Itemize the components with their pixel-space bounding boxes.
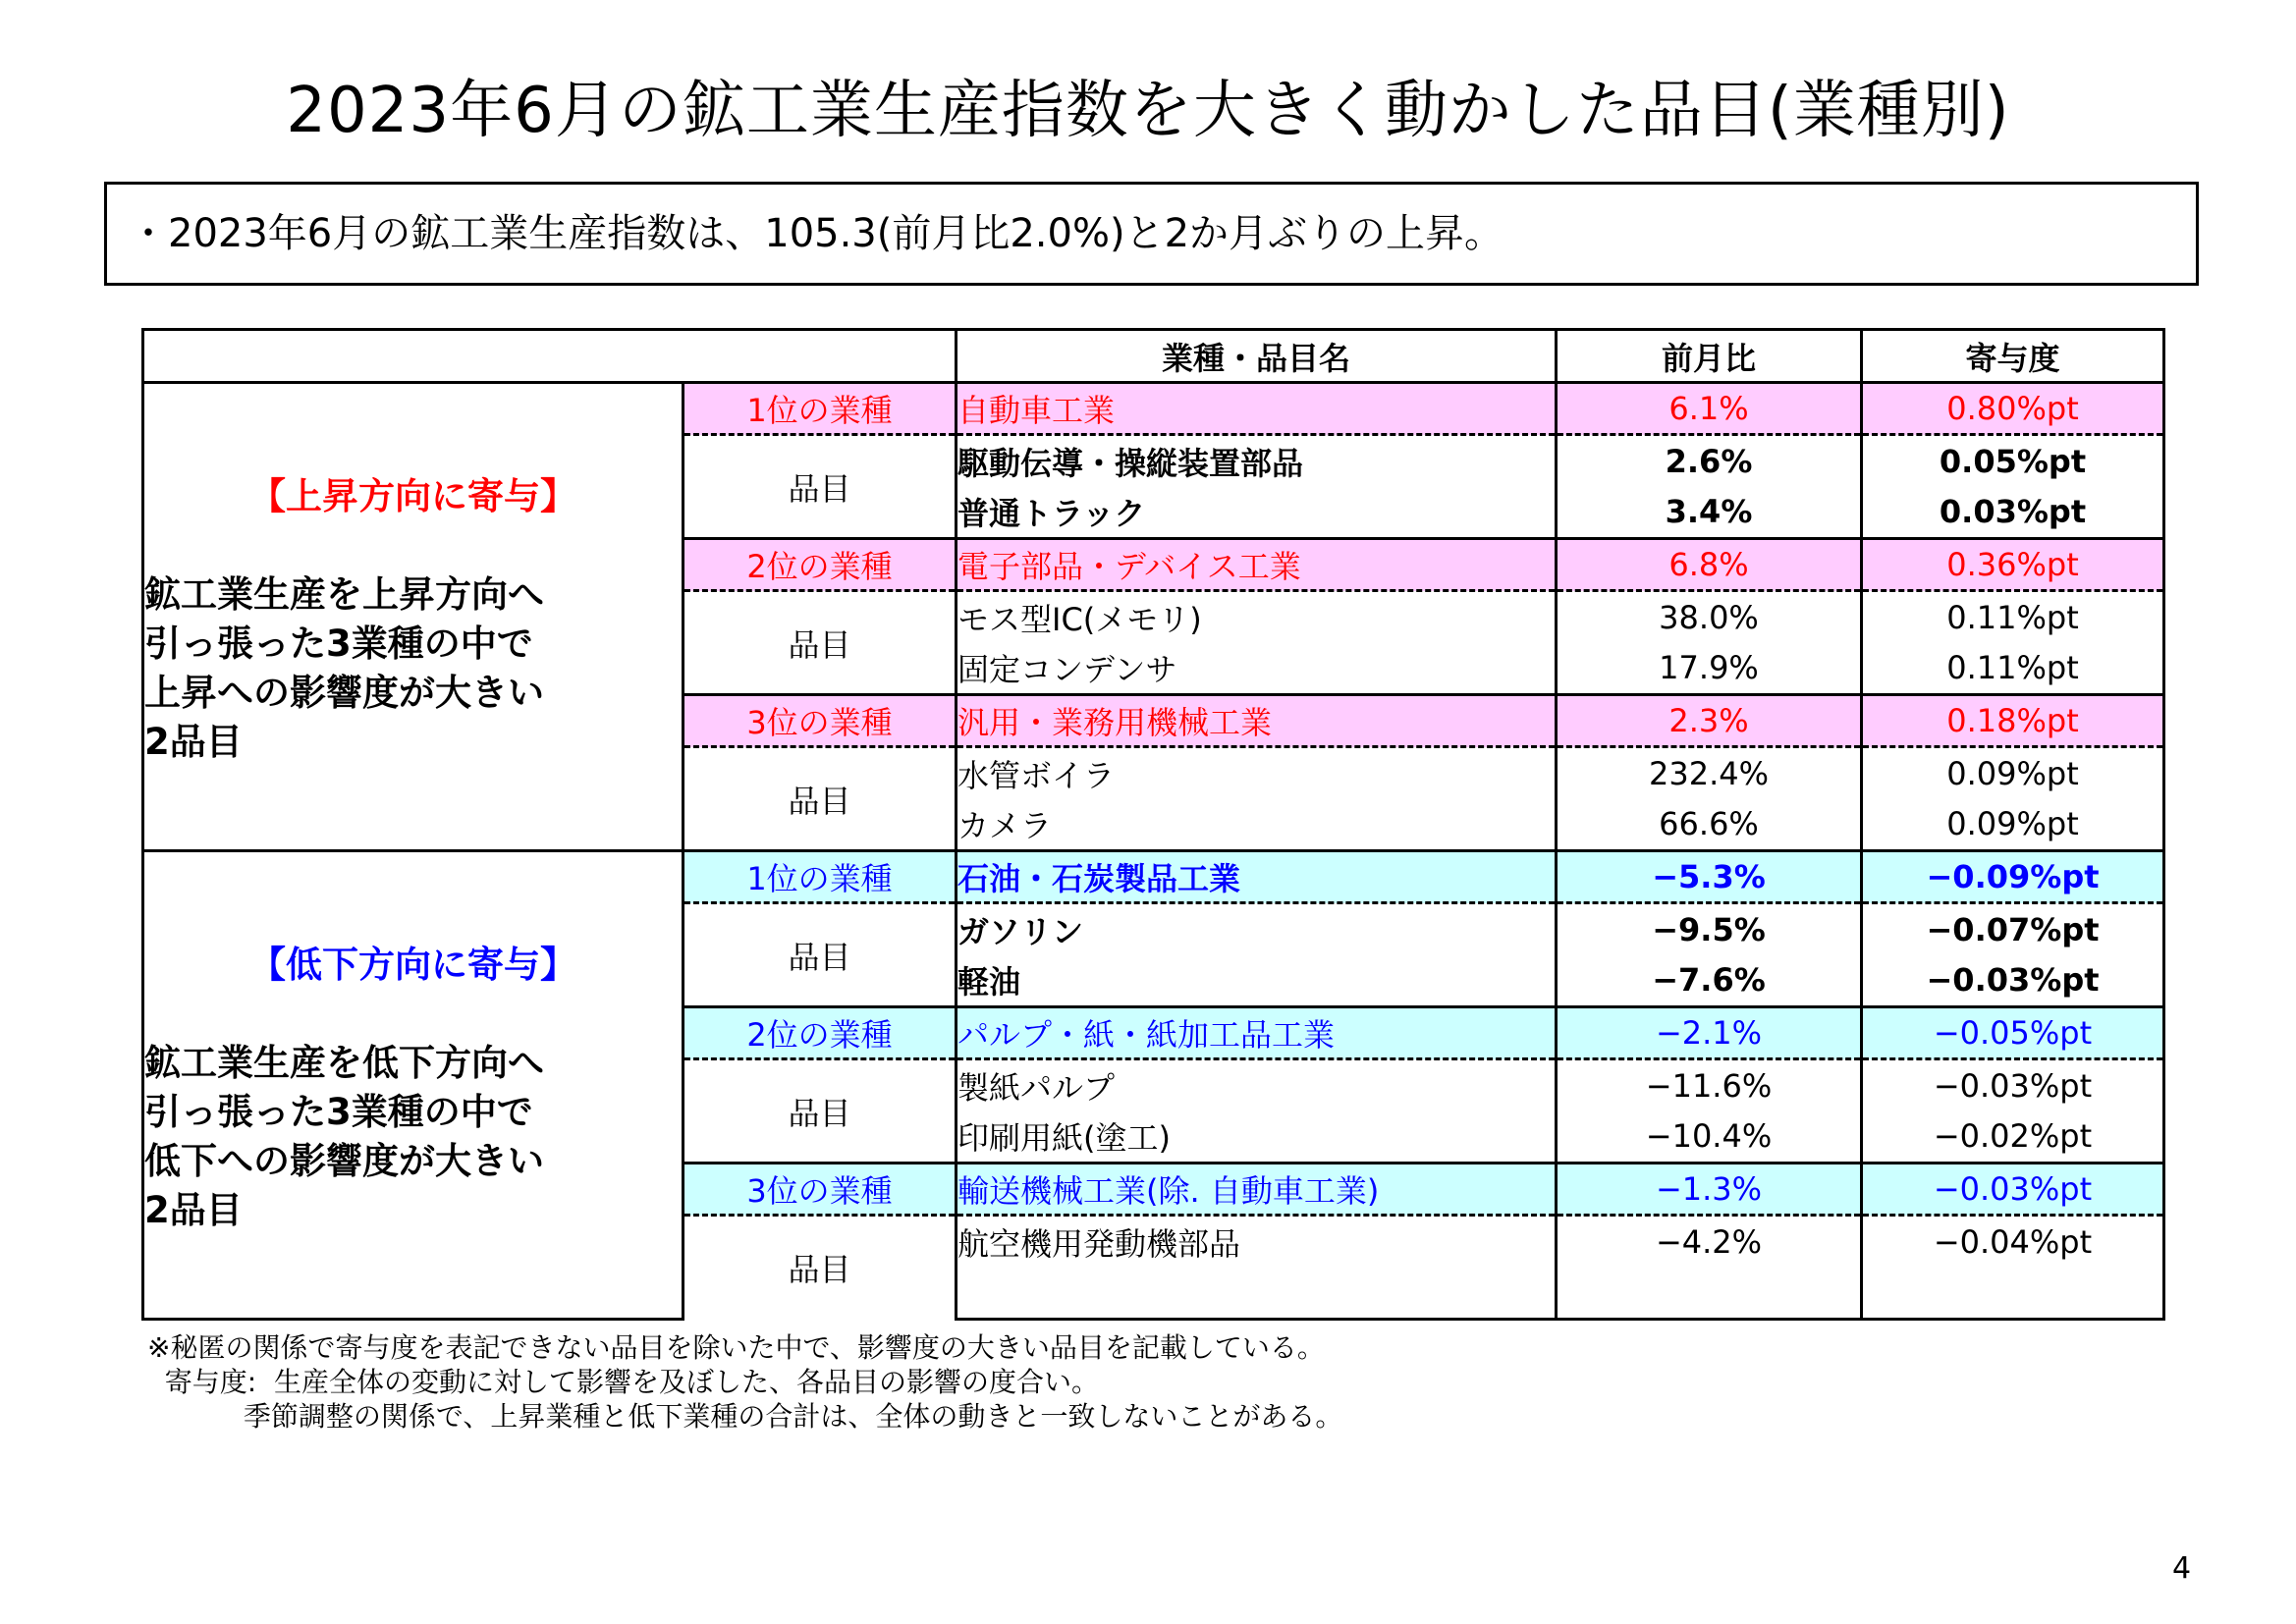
item-contribution: 0.11%pt: [1862, 643, 2164, 695]
item-label: 品目: [683, 1059, 957, 1164]
item-contribution: −0.03%pt: [1862, 1059, 2164, 1111]
item-contribution: −0.02%pt: [1862, 1111, 2164, 1164]
item-contribution: [1862, 1268, 2164, 1320]
industry-name: 汎用・業務用機械工業: [957, 695, 1557, 747]
item-contribution: 0.09%pt: [1862, 799, 2164, 851]
header-name: 業種・品目名: [957, 330, 1557, 383]
footnote: 寄与度: 生産全体の変動に対して影響を及ぼした、各品目の影響の度合い。: [147, 1366, 1100, 1398]
industry-name: パルプ・紙・紙加工品工業: [957, 1007, 1557, 1059]
item-name: 駆動伝導・操縦装置部品: [957, 435, 1557, 487]
item-mom: −9.5%: [1557, 903, 1862, 955]
footnote: ※秘匿の関係で寄与度を表記できない品目を除いた中で、影響度の大きい品目を記載している。: [147, 1331, 1325, 1364]
table-row: [143, 851, 2164, 903]
table-header-row: [143, 330, 2164, 383]
page-number: 4: [2172, 1551, 2192, 1586]
industry-mom: 6.1%: [1557, 383, 1862, 435]
industry-rank: 3位の業種: [683, 695, 957, 747]
header-blank: [143, 330, 957, 383]
item-label: 品目: [683, 903, 957, 1007]
item-name: 航空機用発動機部品: [957, 1216, 1557, 1268]
contribution-table: [141, 328, 2165, 1321]
item-label: 品目: [683, 591, 957, 695]
industry-rank: 3位の業種: [683, 1164, 957, 1216]
footnotes: [147, 1330, 1342, 1434]
item-name: [957, 1268, 1557, 1320]
item-name: 固定コンデンサ: [957, 643, 1557, 695]
item-name: 製紙パルプ: [957, 1059, 1557, 1111]
header-contribution: 寄与度: [1862, 330, 2164, 383]
industry-rank: 2位の業種: [683, 1007, 957, 1059]
item-mom: −4.2%: [1557, 1216, 1862, 1268]
industry-rank: 2位の業種: [683, 539, 957, 591]
industry-contribution: 0.80%pt: [1862, 383, 2164, 435]
industry-rank: 1位の業種: [683, 383, 957, 435]
industry-contribution: 0.18%pt: [1862, 695, 2164, 747]
item-label: 品目: [683, 747, 957, 851]
industry-name: 電子部品・デバイス工業: [957, 539, 1557, 591]
industry-mom: −2.1%: [1557, 1007, 1862, 1059]
item-contribution: −0.04%pt: [1862, 1216, 2164, 1268]
industry-mom: −1.3%: [1557, 1164, 1862, 1216]
item-name: 印刷用紙(塗工): [957, 1111, 1557, 1164]
item-mom: [1557, 1268, 1862, 1320]
industry-contribution: 0.36%pt: [1862, 539, 2164, 591]
industry-mom: −5.3%: [1557, 851, 1862, 903]
summary-box: ・2023年6月の鉱工業生産指数は、105.3(前月比2.0%)と2か月ぶりの上昇。: [104, 182, 2199, 286]
item-mom: 17.9%: [1557, 643, 1862, 695]
item-name: カメラ: [957, 799, 1557, 851]
item-name: 水管ボイラ: [957, 747, 1557, 799]
item-mom: −11.6%: [1557, 1059, 1862, 1111]
industry-rank: 1位の業種: [683, 851, 957, 903]
item-mom: −7.6%: [1557, 955, 1862, 1007]
industry-name: 石油・石炭製品工業: [957, 851, 1557, 903]
item-name: ガソリン: [957, 903, 1557, 955]
item-mom: 232.4%: [1557, 747, 1862, 799]
industry-contribution: −0.05%pt: [1862, 1007, 2164, 1059]
footnote: 季節調整の関係で、上昇業種と低下業種の合計は、全体の動きと一致しないことがある。: [147, 1400, 1343, 1433]
item-contribution: 0.03%pt: [1862, 487, 2164, 539]
item-label: 品目: [683, 435, 957, 539]
industry-name: 自動車工業: [957, 383, 1557, 435]
item-contribution: 0.05%pt: [1862, 435, 2164, 487]
page-title: 2023年6月の鉱工業生産指数を大きく動かした品目(業種別): [286, 75, 2010, 147]
item-mom: 38.0%: [1557, 591, 1862, 643]
item-contribution: 0.09%pt: [1862, 747, 2164, 799]
item-contribution: −0.03%pt: [1862, 955, 2164, 1007]
item-mom: 2.6%: [1557, 435, 1862, 487]
table-row: [143, 383, 2164, 435]
up-section-label: [143, 383, 683, 851]
item-name: モス型IC(メモリ): [957, 591, 1557, 643]
down-heading: 【低下方向に寄与】: [249, 944, 576, 986]
item-mom: −10.4%: [1557, 1111, 1862, 1164]
industry-mom: 2.3%: [1557, 695, 1862, 747]
industry-contribution: −0.09%pt: [1862, 851, 2164, 903]
up-description: 鉱工業生産を上昇方向へ 引っ張った3業種の中で 上昇への影響度が大きい 2品目: [144, 573, 544, 763]
item-label: 品目: [683, 1216, 957, 1320]
down-description: 鉱工業生産を低下方向へ 引っ張った3業種の中で 低下への影響度が大きい 2品目: [144, 1042, 544, 1231]
item-contribution: −0.07%pt: [1862, 903, 2164, 955]
down-section-label: [143, 851, 683, 1320]
industry-name: 輸送機械工業(除. 自動車工業): [957, 1164, 1557, 1216]
industry-mom: 6.8%: [1557, 539, 1862, 591]
up-heading: 【上昇方向に寄与】: [249, 475, 576, 517]
item-name: 軽油: [957, 955, 1557, 1007]
industry-contribution: −0.03%pt: [1862, 1164, 2164, 1216]
item-name: 普通トラック: [957, 487, 1557, 539]
item-mom: 3.4%: [1557, 487, 1862, 539]
item-contribution: 0.11%pt: [1862, 591, 2164, 643]
header-mom: 前月比: [1557, 330, 1862, 383]
item-mom: 66.6%: [1557, 799, 1862, 851]
